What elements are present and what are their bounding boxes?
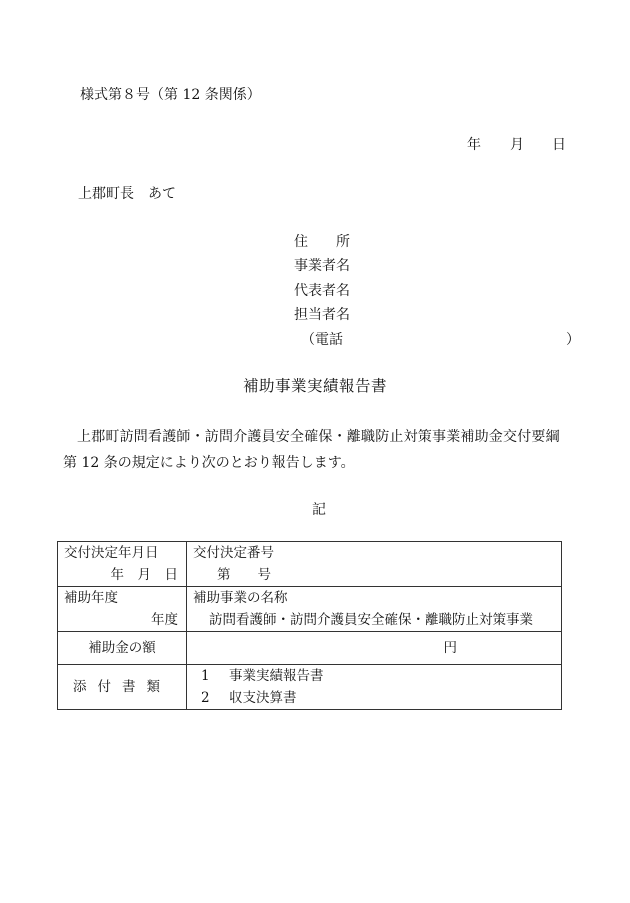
attachments-label-cell (58, 665, 187, 710)
project-name-label: 補助事業の名称 (193, 590, 288, 606)
form-number: 様式第８号（第 12 条関係） (80, 87, 261, 103)
date-day: 日 (552, 137, 566, 153)
grant-decision-date-value: 年 月 日 (110, 567, 178, 583)
subsidy-year-value: 年度 (151, 612, 178, 628)
attachment-text: 収支決算書 (229, 690, 297, 706)
attachment-text: 事業実績報告書 (229, 668, 324, 684)
address-label-char2: 所 (336, 234, 350, 250)
project-name-value: 訪問看護師・訪問介護員安全確保・離職防止対策事業 (209, 612, 533, 628)
business-name-label: 事業者名 (294, 258, 350, 274)
subsidy-amount-label: 補助金の額 (88, 640, 156, 656)
table-row (58, 665, 562, 710)
body-text-line1: 上郡町訪問看護師・訪問介護員安全確保・離職防止対策事業補助金交付要綱 (77, 429, 560, 445)
attachments-label: 添付書類 (73, 679, 171, 695)
table-row (58, 587, 562, 632)
date-year: 年 (467, 137, 481, 153)
address-label (294, 235, 350, 249)
table-row (58, 632, 562, 665)
subsidy-year-cell (58, 587, 187, 632)
attachment-number: 2 (201, 690, 210, 706)
subsidy-year-label: 補助年度 (64, 590, 118, 606)
subsidy-amount-yen: 円 (443, 640, 457, 656)
project-name-cell (187, 587, 562, 632)
addressee: 上郡町長 あて (78, 186, 176, 202)
attachment-item (187, 665, 561, 687)
grant-decision-number-value: 第 号 (217, 567, 271, 583)
person-in-charge-label: 担当者名 (294, 307, 350, 323)
phone-close-paren: ） (566, 332, 580, 348)
subsidy-amount-value-cell (187, 632, 562, 665)
grant-decision-date-label: 交付決定年月日 (64, 545, 159, 561)
table-row (58, 542, 562, 587)
date-month: 月 (510, 137, 524, 153)
attachment-item (187, 687, 561, 709)
report-info-table (57, 541, 562, 710)
document-title: 補助事業実績報告書 (242, 377, 387, 395)
grant-decision-number-label: 交付決定番号 (193, 545, 274, 561)
ki-marker: 記 (312, 502, 326, 518)
phone-label: （電話 (301, 332, 343, 348)
body-text-line2: 第 12 条の規定により次のとおり報告します。 (63, 455, 355, 471)
grant-decision-number-cell (187, 542, 562, 587)
attachments-list-cell (187, 665, 562, 710)
subsidy-amount-label-cell (58, 632, 187, 665)
representative-label: 代表者名 (294, 283, 350, 299)
address-label-char1: 住 (294, 234, 308, 250)
attachment-number: 1 (201, 668, 210, 684)
grant-decision-date-cell (58, 542, 187, 587)
